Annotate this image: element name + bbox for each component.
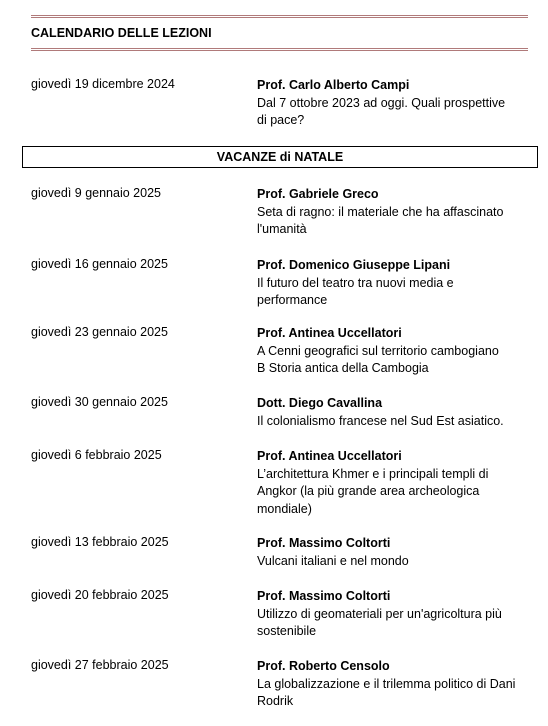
lesson-teacher: Prof. Massimo Coltorti <box>257 536 391 550</box>
lesson-topic-line: La globalizzazione e il trilemma politico di Dani <box>257 676 516 691</box>
lesson-info <box>257 325 528 378</box>
lesson-teacher: Prof. Domenico Giuseppe Lipani <box>257 258 451 272</box>
lesson-topic-line: Il futuro del teatro tra nuovi media e <box>257 275 454 290</box>
lesson-topic-line: Rodrik <box>257 694 294 708</box>
lesson-date: giovedì 23 gennaio 2025 <box>31 325 168 339</box>
lesson-teacher: Prof. Gabriele Greco <box>257 187 379 201</box>
lesson-topic-line: l'umanità <box>257 222 307 236</box>
section-title: CALENDARIO DELLE LEZIONI <box>31 26 212 40</box>
lesson-date: giovedì 13 febbraio 2025 <box>31 535 169 549</box>
lesson-topic-line: L’architettura Khmer e i principali templi di <box>257 466 489 481</box>
lesson-date: giovedì 9 gennaio 2025 <box>31 186 161 200</box>
lesson-teacher: Prof. Roberto Censolo <box>257 659 390 673</box>
lesson-topic-line: A Cenni geografici sul territorio cambogiano <box>257 343 499 358</box>
lesson-info <box>257 535 528 570</box>
lesson-teacher: Prof. Antinea Uccellatori <box>257 449 402 463</box>
lesson-topic-line: di pace? <box>257 113 305 127</box>
lesson-info <box>257 186 528 239</box>
lesson-info <box>257 658 528 711</box>
lesson-date: giovedì 16 gennaio 2025 <box>31 257 168 271</box>
lesson-info <box>257 257 528 310</box>
lesson-topic-line: Il colonialismo francese nel Sud Est asiatico. <box>257 413 504 428</box>
lesson-topic-line: B Storia antica della Cambogia <box>257 361 429 375</box>
lesson-topic-line: Angkor (la più grande area archeologica <box>257 484 480 498</box>
lesson-teacher: Prof. Massimo Coltorti <box>257 589 391 603</box>
lesson-teacher: Dott. Diego Cavallina <box>257 396 383 410</box>
lesson-info <box>257 448 528 518</box>
lesson-info <box>257 77 528 130</box>
lesson-date: giovedì 30 gennaio 2025 <box>31 395 168 409</box>
lesson-info <box>257 395 528 430</box>
top-divider <box>31 15 528 18</box>
bottom-divider <box>31 48 528 51</box>
lesson-topic-line: Vulcani italiani e nel mondo <box>257 553 409 568</box>
lesson-teacher: Prof. Antinea Uccellatori <box>257 326 402 340</box>
lesson-info <box>257 588 528 641</box>
lesson-teacher: Prof. Carlo Alberto Campi <box>257 78 410 92</box>
lesson-topic-line: sostenibile <box>257 624 317 638</box>
lesson-topic-line: performance <box>257 293 328 307</box>
lesson-topic-line: mondiale) <box>257 501 312 516</box>
lesson-topic-line: Utilizzo di geomateriali per un'agricoltura più <box>257 606 502 621</box>
vacation-banner: VACANZE di NATALE <box>22 146 538 168</box>
lesson-date: giovedì 19 dicembre 2024 <box>31 77 175 91</box>
lesson-topic-line: Dal 7 ottobre 2023 ad oggi. Quali prospettive <box>257 95 506 110</box>
lesson-date: giovedì 20 febbraio 2025 <box>31 588 169 602</box>
lesson-date: giovedì 6 febbraio 2025 <box>31 448 162 462</box>
lesson-date: giovedì 27 febbraio 2025 <box>31 658 169 672</box>
lesson-topic-line: Seta di ragno: il materiale che ha affascinato <box>257 204 504 219</box>
